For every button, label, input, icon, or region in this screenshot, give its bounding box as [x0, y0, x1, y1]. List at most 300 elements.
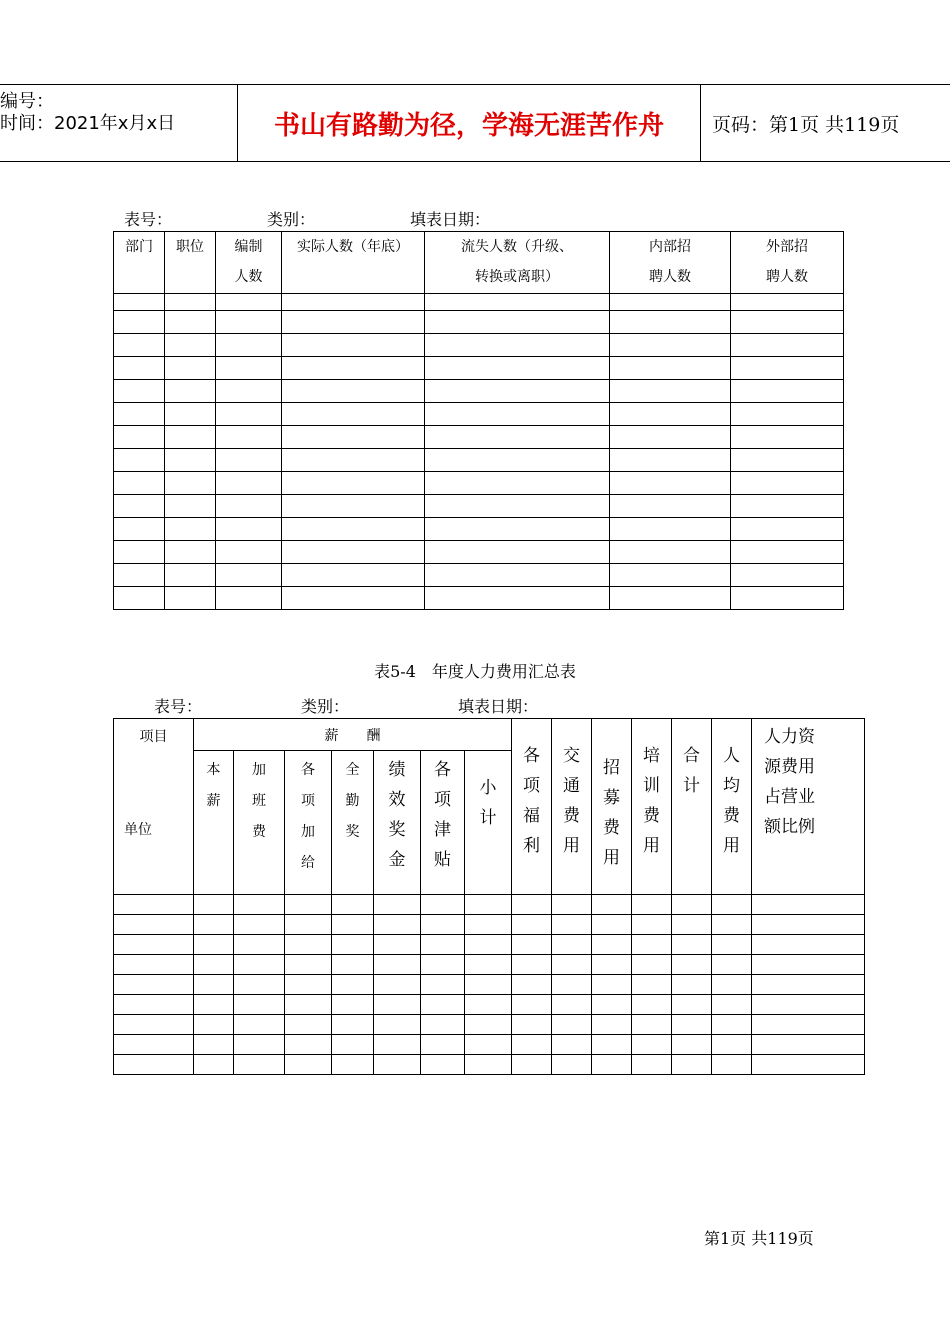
table-cell: [731, 472, 844, 495]
table-cell: [512, 895, 552, 915]
table-cell: [752, 935, 865, 955]
table-cell: [114, 334, 165, 357]
table-cell: [752, 895, 865, 915]
table-cell: [216, 541, 282, 564]
table-cell: [216, 449, 282, 472]
table-cell: [332, 995, 374, 1015]
table-cell: [421, 1035, 465, 1055]
col-attrition-label: 流失人数（升级、 转换或离职）: [461, 239, 573, 285]
table-cell: [712, 915, 752, 935]
table-row: [114, 495, 844, 518]
table-cell: [114, 955, 194, 975]
table-cell: [632, 1035, 672, 1055]
table-cell: [114, 495, 165, 518]
table-cell: [114, 449, 165, 472]
table-cell: [465, 975, 512, 995]
table-cell: [610, 311, 731, 334]
table-cell: [465, 995, 512, 1015]
table-row: [114, 564, 844, 587]
table-cell: [114, 311, 165, 334]
table-cell: [282, 334, 425, 357]
table-cell: [285, 995, 332, 1015]
table-cell: [282, 426, 425, 449]
table-cell: [752, 1035, 865, 1055]
table-cell: [332, 915, 374, 935]
table-cell: [731, 311, 844, 334]
col-department: [114, 232, 165, 294]
table-cell: [234, 995, 285, 1015]
table-cell: [165, 587, 216, 610]
col-per-capita-label: 人 均 费 用: [723, 746, 741, 856]
table-cell: [712, 1015, 752, 1035]
table-cell: [216, 334, 282, 357]
table-cell: [194, 955, 234, 975]
table-cell: [610, 495, 731, 518]
table-cell: [592, 1055, 632, 1075]
page-header: [0, 84, 950, 162]
form2-caption: 表5-4 年度人力费用汇总表: [374, 662, 576, 681]
table-cell: [731, 541, 844, 564]
table-cell: [552, 955, 592, 975]
table-cell: [114, 587, 165, 610]
table-cell: [731, 587, 844, 610]
col-welfare: [512, 719, 552, 895]
table-cell: [282, 472, 425, 495]
form1-date: 填表日期：: [410, 210, 491, 229]
table-cell: [234, 1015, 285, 1035]
col-actual-headcount-label: 实际人数（年底）: [297, 239, 409, 255]
table-cell: [285, 975, 332, 995]
table-cell: [234, 975, 285, 995]
table-cell: [592, 955, 632, 975]
table-cell: [374, 1055, 421, 1075]
table-cell: [425, 449, 610, 472]
table-cell: [282, 587, 425, 610]
table-row: [114, 294, 844, 311]
hr-cost-table: [113, 718, 865, 1075]
table-row: [114, 955, 865, 975]
table-cell: [672, 1055, 712, 1075]
table-cell: [421, 955, 465, 975]
table-cell: [731, 564, 844, 587]
table-cell: [592, 1035, 632, 1055]
col-subtotal-label: 小 计: [479, 778, 497, 829]
table-cell: [712, 935, 752, 955]
staffing-table: [113, 231, 844, 610]
table-cell: [114, 915, 194, 935]
table-cell: [165, 472, 216, 495]
hr-cost-header-row1: [114, 719, 865, 751]
table-cell: [194, 915, 234, 935]
table-cell: [114, 895, 194, 915]
table-cell: [282, 380, 425, 403]
col-cost-ratio: [752, 719, 865, 895]
col-training: [632, 719, 672, 895]
table-cell: [332, 1015, 374, 1035]
table-cell: [165, 564, 216, 587]
table-cell: [712, 1035, 752, 1055]
table-cell: [114, 518, 165, 541]
table-cell: [332, 1035, 374, 1055]
table-cell: [712, 895, 752, 915]
table-cell: [114, 403, 165, 426]
header-motto: 书山有路勤为径，学海无涯苦作舟: [238, 85, 701, 161]
table-cell: [672, 1015, 712, 1035]
table-cell: [672, 895, 712, 915]
table-cell: [731, 449, 844, 472]
table-cell: [512, 975, 552, 995]
table-cell: [194, 935, 234, 955]
table-cell: [465, 915, 512, 935]
table-row: [114, 975, 865, 995]
table-cell: [114, 541, 165, 564]
col-position-label: 职位: [176, 239, 204, 255]
table-cell: [632, 955, 672, 975]
col-attendance-bonus: [332, 751, 374, 895]
table-cell: [114, 975, 194, 995]
table-cell: [282, 357, 425, 380]
table-cell: [374, 975, 421, 995]
col-headcount-quota-label: 编制 人数: [234, 239, 263, 285]
table-cell: [610, 587, 731, 610]
table-cell: [592, 935, 632, 955]
table-cell: [216, 403, 282, 426]
table-cell: [632, 915, 672, 935]
table-cell: [552, 915, 592, 935]
col-overtime: [234, 751, 285, 895]
table-cell: [374, 1035, 421, 1055]
table-cell: [114, 1015, 194, 1035]
table-cell: [374, 995, 421, 1015]
table-cell: [425, 334, 610, 357]
table-cell: [282, 294, 425, 311]
table-cell: [610, 334, 731, 357]
table-cell: [114, 1055, 194, 1075]
table-cell: [592, 995, 632, 1015]
table-row: [114, 518, 844, 541]
col-department-label: 部门: [125, 239, 153, 255]
table-cell: [712, 955, 752, 975]
table-cell: [114, 472, 165, 495]
table-cell: [425, 403, 610, 426]
table-cell: [421, 895, 465, 915]
table-cell: [610, 518, 731, 541]
table-cell: [425, 426, 610, 449]
table-cell: [425, 380, 610, 403]
table-cell: [332, 895, 374, 915]
document-number-label: 编号：: [0, 91, 54, 112]
table-cell: [216, 564, 282, 587]
table-cell: [712, 1055, 752, 1075]
table-cell: [165, 426, 216, 449]
header-info: [0, 85, 238, 161]
table-cell: [610, 564, 731, 587]
table-cell: [512, 915, 552, 935]
item-label: 项目: [139, 729, 168, 745]
col-performance-bonus: [374, 751, 421, 895]
col-base-salary: [194, 751, 234, 895]
table-cell: [512, 1055, 552, 1075]
table-cell: [425, 294, 610, 311]
table-cell: [234, 1055, 285, 1075]
table-cell: [465, 1015, 512, 1035]
table-cell: [282, 564, 425, 587]
table-cell: [552, 995, 592, 1015]
table-cell: [165, 403, 216, 426]
table-cell: [752, 955, 865, 975]
table-cell: [552, 1055, 592, 1075]
table-cell: [234, 955, 285, 975]
table-cell: [731, 426, 844, 449]
table-row: [114, 1035, 865, 1055]
col-item-unit: [114, 719, 194, 895]
table-row: [114, 449, 844, 472]
table-cell: [592, 975, 632, 995]
table-cell: [512, 955, 552, 975]
table-cell: [216, 587, 282, 610]
table-cell: [332, 955, 374, 975]
table-cell: [194, 1055, 234, 1075]
table-row: [114, 1055, 865, 1075]
col-internal-hire: [610, 232, 731, 294]
table-cell: [731, 334, 844, 357]
table-cell: [374, 915, 421, 935]
table-cell: [752, 915, 865, 935]
table-cell: [552, 1015, 592, 1035]
table-cell: [425, 495, 610, 518]
table-cell: [425, 311, 610, 334]
table-row: [114, 311, 844, 334]
table-cell: [731, 403, 844, 426]
table-cell: [165, 311, 216, 334]
table-row: [114, 380, 844, 403]
document-time-label: 时间：2021年x月x日: [0, 113, 176, 134]
col-position: [165, 232, 216, 294]
table-cell: [465, 935, 512, 955]
header-page-number: 页码：第1页 共119页: [712, 113, 900, 136]
table-cell: [610, 472, 731, 495]
table-cell: [332, 975, 374, 995]
table-cell: [672, 955, 712, 975]
table-cell: [672, 975, 712, 995]
col-attendance-bonus-label: 全 勤 奖: [345, 762, 360, 841]
table-cell: [421, 1015, 465, 1035]
table-cell: [285, 915, 332, 935]
table-cell: [512, 995, 552, 1015]
table-cell: [114, 357, 165, 380]
table-cell: [114, 294, 165, 311]
table-cell: [712, 975, 752, 995]
table-cell: [374, 935, 421, 955]
table-cell: [465, 895, 512, 915]
table-cell: [194, 975, 234, 995]
col-actual-headcount: [282, 232, 425, 294]
table-cell: [216, 426, 282, 449]
table-cell: [421, 935, 465, 955]
table-cell: [731, 294, 844, 311]
table-cell: [610, 449, 731, 472]
table-cell: [421, 1055, 465, 1075]
col-headcount-quota: [216, 232, 282, 294]
table-cell: [632, 895, 672, 915]
form2-category: 类别：: [301, 697, 350, 716]
table-cell: [512, 935, 552, 955]
col-transport: [552, 719, 592, 895]
unit-label: 单位: [124, 822, 152, 838]
table-cell: [194, 995, 234, 1015]
table-cell: [216, 380, 282, 403]
table-cell: [374, 955, 421, 975]
table-cell: [114, 995, 194, 1015]
col-training-label: 培 训 费 用: [643, 746, 661, 856]
table-cell: [632, 995, 672, 1015]
col-subsidies-label: 各 项 津 贴: [434, 760, 451, 871]
col-recruitment: [592, 719, 632, 895]
table-cell: [165, 334, 216, 357]
table-cell: [752, 975, 865, 995]
table-cell: [425, 541, 610, 564]
table-cell: [421, 915, 465, 935]
table-row: [114, 334, 844, 357]
table-cell: [282, 495, 425, 518]
table-row: [114, 895, 865, 915]
table-cell: [425, 472, 610, 495]
col-welfare-label: 各 项 福 利: [523, 746, 541, 856]
col-external-hire: [731, 232, 844, 294]
table-cell: [552, 1035, 592, 1055]
col-subtotal: [465, 751, 512, 895]
table-row: [114, 915, 865, 935]
table-cell: [731, 495, 844, 518]
table-cell: [114, 1035, 194, 1055]
form1-category: 类别：: [267, 210, 316, 229]
col-cost-ratio-label: 人力资 源费用 占营业 额比例: [764, 727, 816, 837]
table-cell: [114, 564, 165, 587]
table-cell: [731, 380, 844, 403]
table-cell: [216, 311, 282, 334]
table-cell: [752, 1015, 865, 1035]
table-cell: [672, 935, 712, 955]
table-cell: [282, 541, 425, 564]
table-cell: [114, 935, 194, 955]
col-allowance-add-label: 各 项 加 给: [301, 762, 315, 872]
staffing-table-header: [114, 232, 844, 294]
table-cell: [610, 403, 731, 426]
table-cell: [421, 975, 465, 995]
col-external-hire-label: 外部招 聘人数: [766, 239, 808, 285]
table-cell: [194, 1015, 234, 1035]
table-cell: [465, 1055, 512, 1075]
table-cell: [592, 915, 632, 935]
col-subsidies: [421, 751, 465, 895]
col-transport-label: 交 通 费 用: [563, 746, 581, 856]
col-per-capita: [712, 719, 752, 895]
table-cell: [165, 294, 216, 311]
table-cell: [165, 518, 216, 541]
table-cell: [610, 541, 731, 564]
col-recruitment-label: 招 募 费 用: [603, 758, 621, 868]
table-cell: [216, 294, 282, 311]
table-cell: [512, 1035, 552, 1055]
table-cell: [216, 518, 282, 541]
form2-date: 填表日期：: [458, 697, 539, 716]
table-cell: [752, 995, 865, 1015]
table-cell: [282, 311, 425, 334]
table-cell: [610, 380, 731, 403]
form2-table-no: 表号：: [154, 697, 203, 716]
table-cell: [234, 895, 285, 915]
table-row: [114, 357, 844, 380]
col-base-salary-label: 本 薪: [206, 762, 221, 810]
table-cell: [731, 357, 844, 380]
table-cell: [285, 1015, 332, 1035]
table-cell: [282, 403, 425, 426]
table-row: [114, 995, 865, 1015]
table-cell: [165, 449, 216, 472]
col-total: [672, 719, 712, 895]
col-performance-bonus-label: 绩 效 奖 金: [388, 760, 406, 871]
table-row: [114, 472, 844, 495]
table-cell: [194, 1035, 234, 1055]
table-cell: [194, 895, 234, 915]
table-cell: [374, 1015, 421, 1035]
table-cell: [592, 1015, 632, 1035]
table-cell: [234, 1035, 285, 1055]
table-cell: [165, 541, 216, 564]
table-cell: [282, 449, 425, 472]
table-cell: [731, 518, 844, 541]
salary-group-label: 薪 酬: [324, 727, 381, 744]
table-cell: [512, 1015, 552, 1035]
table-cell: [610, 294, 731, 311]
table-cell: [216, 472, 282, 495]
table-cell: [374, 895, 421, 915]
table-cell: [425, 587, 610, 610]
col-attrition: [425, 232, 610, 294]
table-cell: [752, 1055, 865, 1075]
table-cell: [632, 975, 672, 995]
table-cell: [285, 1035, 332, 1055]
table-cell: [672, 1035, 712, 1055]
table-row: [114, 403, 844, 426]
table-cell: [114, 380, 165, 403]
table-cell: [632, 1055, 672, 1075]
table-cell: [165, 495, 216, 518]
table-cell: [632, 1015, 672, 1035]
table-cell: [165, 380, 216, 403]
table-row: [114, 541, 844, 564]
table-row: [114, 1015, 865, 1035]
col-overtime-label: 加 班 费: [252, 762, 266, 841]
table-cell: [285, 1055, 332, 1075]
table-cell: [216, 495, 282, 518]
table-cell: [234, 915, 285, 935]
page-footer: 第1页 共119页: [704, 1229, 814, 1248]
col-internal-hire-label: 内部招 聘人数: [649, 239, 691, 285]
form1-table-no: 表号：: [124, 210, 173, 229]
table-cell: [465, 955, 512, 975]
table-row: [114, 587, 844, 610]
table-cell: [425, 564, 610, 587]
table-cell: [332, 935, 374, 955]
table-cell: [552, 935, 592, 955]
col-total-label: 合 计: [683, 746, 701, 796]
table-cell: [285, 895, 332, 915]
table-cell: [610, 357, 731, 380]
table-cell: [712, 995, 752, 1015]
table-cell: [285, 955, 332, 975]
table-cell: [332, 1055, 374, 1075]
